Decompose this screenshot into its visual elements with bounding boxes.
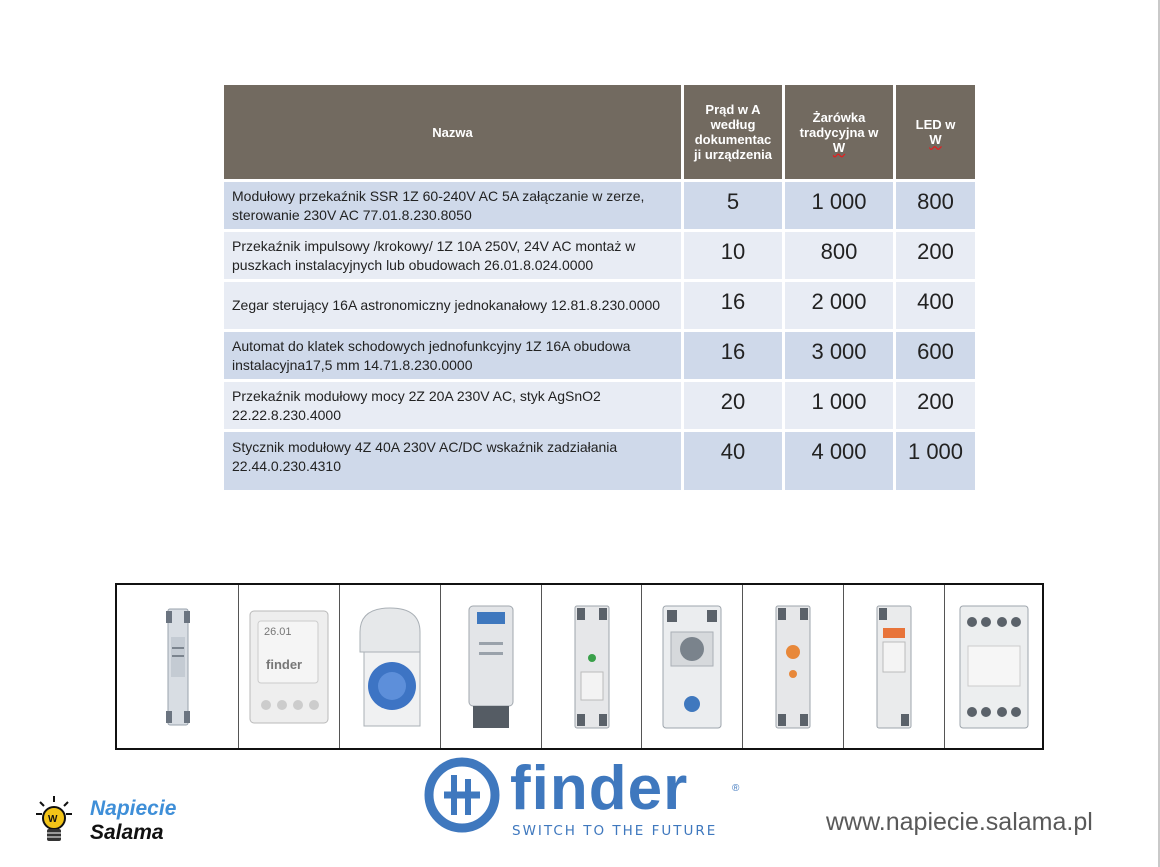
impulse-relay-image [239,585,340,748]
napiecie-text: Napiecie [90,797,177,820]
bulb-value: 4 000 [785,432,896,493]
astronomical-timer-image [340,585,441,748]
table-row [224,282,975,332]
svg-text:finder: finder [266,656,303,672]
current-value: 40 [684,432,785,493]
table-row [224,332,975,382]
registered-mark: ® [732,783,740,794]
led-value: 200 [896,232,975,282]
light-sensor-image [441,585,542,748]
bulb-value: 2 000 [785,282,896,332]
led-value: 800 [896,182,975,232]
svg-text:26.01: 26.01 [264,625,292,638]
bulb-value: 800 [785,232,896,282]
finder-wordmark: finder [510,754,689,823]
header-led: LED w W [896,85,975,182]
bulb-value: 1 000 [785,382,896,432]
table-row [224,182,975,232]
header-bulb: Żarówka tradycyjna w W [785,85,896,182]
finder-emblem-icon [424,757,500,833]
current-value: 16 [684,282,785,332]
finder-tagline: SWITCH TO THE FUTURE [512,823,718,839]
bulb-value: 1 000 [785,182,896,232]
lightbulb-icon [34,792,90,852]
product-name: Automat do klatek schodowych jednofunkcyjny 1Z 16A obudowa instalacyjna17,5 mm 14.71.8.230.0000 [224,332,684,382]
product-name: Stycznik modułowy 4Z 40A 230V AC/DC wskaźnik zadziałania 22.44.0.230.4310 [224,432,684,493]
website-url[interactable]: www.napiecie.salama.pl [826,808,1093,836]
salama-text: Salama [90,821,164,844]
current-value: 16 [684,332,785,382]
product-image-strip [115,583,1044,750]
power-relay-image [844,585,945,748]
header-name: Nazwa [224,85,684,182]
current-value: 10 [684,232,785,282]
table-row [224,232,975,282]
bulb-value: 3 000 [785,332,896,382]
ssr-relay-image [117,585,239,748]
lighting-load-table [224,85,975,493]
contactor-image [945,585,1042,748]
product-name: Modułowy przekaźnik SSR 1Z 60-240V AC 5A załączanie w zerze, sterowanie 230V AC 77.01.8.230.8050 [224,182,684,232]
led-value: 1 000 [896,432,975,493]
napiecie-salama-logo [34,792,194,852]
current-value: 20 [684,382,785,432]
product-name: Przekaźnik modułowy mocy 2Z 20A 230V AC, styk AgSnO2 22.22.8.230.4000 [224,382,684,432]
current-value: 5 [684,182,785,232]
table-row [224,432,975,493]
digital-timer-image [642,585,743,748]
finder-logo [424,754,754,847]
table-header-row [224,85,975,182]
svg-text:W: W [48,814,58,825]
product-name: Zegar sterujący 16A astronomiczny jednokanałowy 12.81.8.230.0000 [224,282,684,332]
led-value: 400 [896,282,975,332]
header-current: Prąd w A według dokumentac ji urządzenia [684,85,785,182]
staircase-timer-image [542,585,642,748]
led-value: 200 [896,382,975,432]
stair-automat-image [743,585,844,748]
led-value: 600 [896,332,975,382]
product-name: Przekaźnik impulsowy /krokowy/ 1Z 10A 250V, 24V AC montaż w puszkach instalacyjnych lub obudowach 26.01.8.024.0000 [224,232,684,282]
table-row [224,382,975,432]
